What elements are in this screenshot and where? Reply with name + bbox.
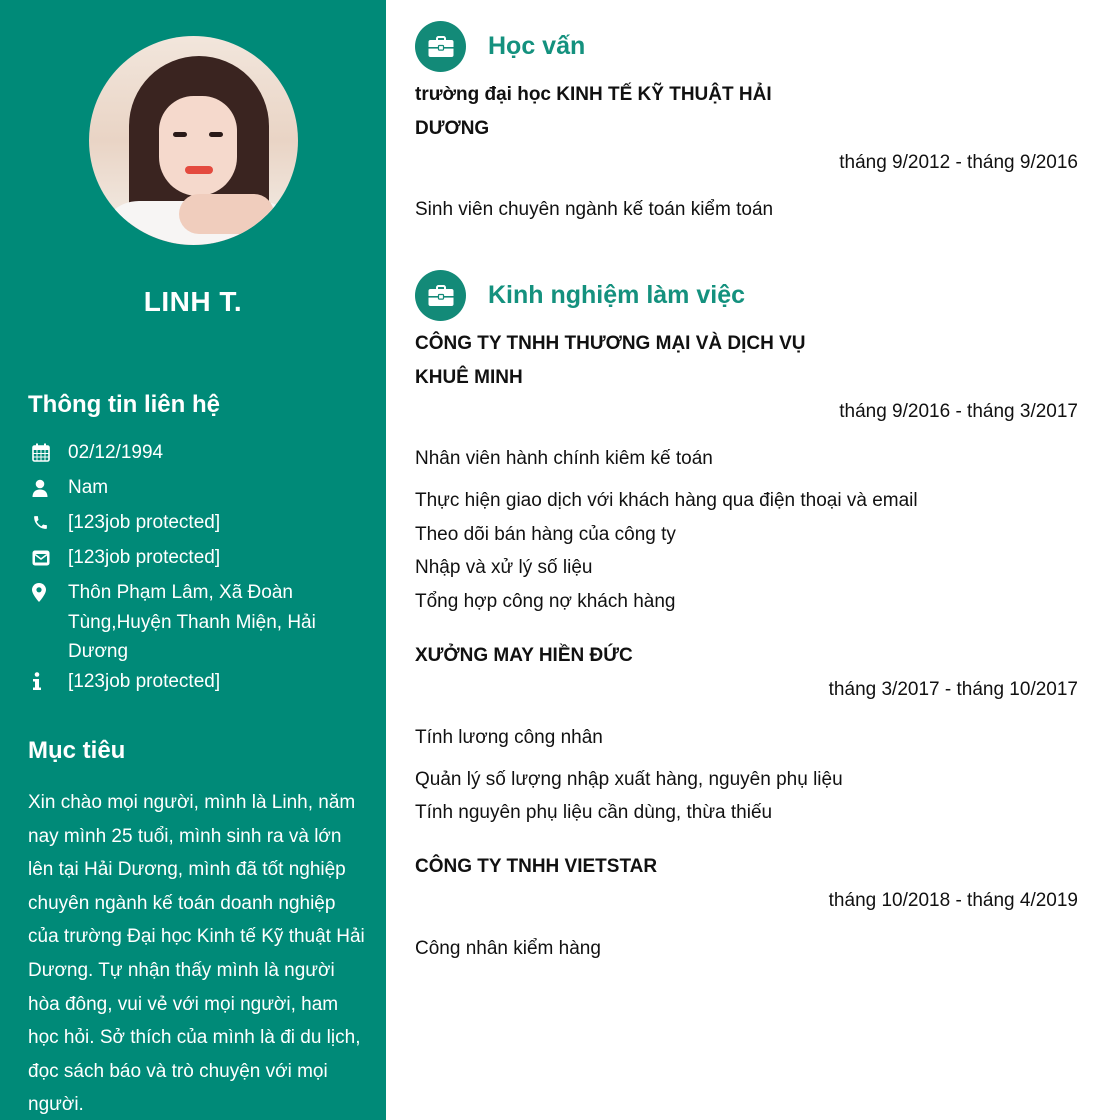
email-icon xyxy=(32,543,56,572)
phone-icon xyxy=(32,508,56,537)
contact-item-email xyxy=(32,543,372,573)
briefcase-icon xyxy=(415,270,466,321)
experience-section-header xyxy=(415,270,745,321)
contact-item-address xyxy=(32,578,372,667)
job-period: tháng 10/2018 - tháng 4/2019 xyxy=(828,890,1078,911)
job-period: tháng 3/2017 - tháng 10/2017 xyxy=(828,679,1078,700)
avatar-lips xyxy=(185,166,213,174)
job-position: Công nhân kiểm hàng xyxy=(415,938,601,959)
job-company: CÔNG TY TNHH THƯƠNG MẠI VÀ DỊCH VỤ KHUÊ MINH xyxy=(415,333,806,388)
user-icon xyxy=(32,473,56,502)
education-section-header xyxy=(415,21,585,72)
address-value: Thôn Phạm Lâm, Xã Đoàn Tùng,Huyện Thanh Miện, Hải Dương xyxy=(68,582,316,662)
info-value: [123job protected] xyxy=(68,670,221,692)
job-period: tháng 9/2016 - tháng 3/2017 xyxy=(839,401,1078,422)
education-heading: Học vấn xyxy=(488,32,586,60)
job-company: CÔNG TY TNHH VIETSTAR xyxy=(415,856,658,877)
objective-heading: Mục tiêu xyxy=(28,737,126,764)
education-description: Sinh viên chuyên ngành kế toán kiểm toán xyxy=(415,199,774,220)
job-task: Thực hiện giao dịch với khách hàng qua điện thoại và email xyxy=(415,490,918,511)
briefcase-icon xyxy=(415,21,466,72)
calendar-icon xyxy=(32,438,56,467)
contact-item-gender xyxy=(32,473,372,503)
contact-item-phone xyxy=(32,508,372,538)
job-task: Tổng hợp công nợ khách hàng xyxy=(415,591,676,612)
info-icon xyxy=(32,667,56,696)
experience-heading: Kinh nghiệm làm việc xyxy=(488,281,746,309)
sidebar xyxy=(0,0,386,1120)
avatar-hand xyxy=(179,194,274,234)
email-value: [123job protected] xyxy=(68,547,221,568)
objective-text: Xin chào mọi người, mình là Linh, năm nay mình 25 tuổi, mình sinh ra và lớn lên tại Hải Dương, mình đã tốt nghiệp chuyên ngành kế toán doanh nghiệp của trường Đại học Kinh tế Kỹ thuật Hải Dương. Tự nhận thấy mình là người hòa đông, vui vẻ với mọi người, ham học hỏi. Sở thích của mình là đi du lịch, đọc sách báo và trò chuyện với mọi người. xyxy=(28,792,365,1116)
job-task: Tính nguyên phụ liệu cần dùng, thừa thiếu xyxy=(415,802,773,823)
location-icon xyxy=(32,578,56,607)
profile-name: LINH T. xyxy=(143,286,243,317)
job-company: XƯỞNG MAY HIỀN ĐỨC xyxy=(415,645,633,666)
contact-item-info xyxy=(32,667,372,697)
avatar-face xyxy=(159,96,237,196)
birthday-value: 02/12/1994 xyxy=(68,442,164,463)
contact-item-birthday xyxy=(32,438,372,468)
avatar-eye xyxy=(209,132,223,137)
contact-list xyxy=(32,438,372,702)
avatar xyxy=(89,36,298,245)
job-task: Quản lý số lượng nhập xuất hàng, nguyên phụ liệu xyxy=(415,769,843,790)
job-task: Theo dõi bán hàng của công ty xyxy=(415,524,676,545)
school-name: trường đại học KINH TẾ KỸ THUẬT HẢI DƯƠNG xyxy=(415,84,772,139)
avatar-eye xyxy=(173,132,187,137)
job-position: Tính lương công nhân xyxy=(415,727,603,748)
job-task: Nhập và xử lý số liệu xyxy=(415,557,593,578)
job-position: Nhân viên hành chính kiêm kế toán xyxy=(415,448,713,469)
contact-heading: Thông tin liên hệ xyxy=(28,391,220,418)
gender-value: Nam xyxy=(68,477,109,498)
education-period: tháng 9/2012 - tháng 9/2016 xyxy=(839,152,1078,173)
phone-value: [123job protected] xyxy=(68,512,221,533)
